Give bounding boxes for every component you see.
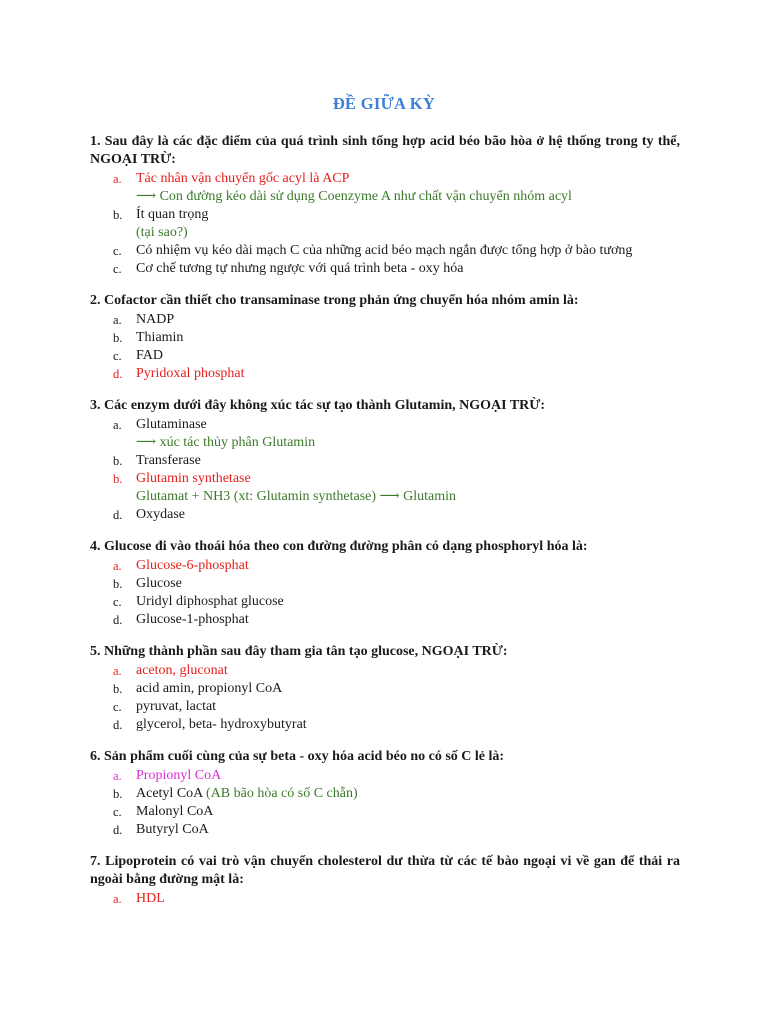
question-list [90,133,680,922]
option-text: Acetyl CoA [136,786,203,801]
option-text: FAD [136,348,163,363]
option-item [90,416,680,452]
question-block [90,853,680,908]
option-text: Thiamin [136,330,184,345]
option-letter: a. [113,664,122,678]
option-item [90,785,680,803]
option-letter: a. [113,892,122,906]
option-list [90,557,680,629]
option-note: ⟶ xúc tác thủy phân Glutamin [136,435,316,450]
option-item [90,506,680,524]
option-letter: d. [113,367,123,381]
option-item [90,170,680,206]
option-letter: c. [113,595,122,609]
option-letter: c. [113,244,122,258]
option-letter: d. [113,823,123,837]
option-text: Oxydase [136,507,185,522]
question-text: 5. Những thành phần sau đây tham gia tân tạo glucose, NGOẠI TRỪ: [90,644,508,659]
question-block [90,538,680,629]
option-item [90,803,680,821]
option-item [90,698,680,716]
option-text: Pyridoxal phosphat [136,366,245,381]
page-title: ĐỀ GIỮA KỲ [332,94,436,113]
option-item [90,365,680,383]
option-list [90,767,680,839]
option-letter: c. [113,805,122,819]
question-text: 4. Glucose đi vào thoái hóa theo con đường đường phân có dạng phosphoryl hóa là: [90,539,588,554]
option-item [90,470,680,506]
option-text: Propionyl CoA [136,768,222,783]
option-text: Glucose-6-phosphat [136,558,249,573]
option-item [90,575,680,593]
option-item [90,242,680,260]
option-list [90,311,680,383]
option-item [90,557,680,575]
option-letter: c. [113,349,122,363]
option-item [90,311,680,329]
option-note: (tại sao?) [136,225,188,240]
option-item [90,821,680,839]
option-letter: b. [113,208,123,222]
question-block [90,133,680,278]
option-item [90,347,680,365]
option-text: Glutamin synthetase [136,471,251,486]
option-item [90,767,680,785]
option-text: HDL [136,891,165,906]
question-block [90,643,680,734]
option-letter: b. [113,472,123,486]
option-text: aceton, gluconat [136,663,228,678]
option-inline-note: (AB bão hòa có số C chẵn) [202,786,358,801]
question-block [90,748,680,839]
question-text: 1. Sau đây là các đặc điểm của quá trình sinh tổng hợp acid béo bão hòa ở hệ thống trong ty thể, NGOẠI TRỪ: [90,134,680,167]
option-note: ⟶ Con đường kéo dài sử dụng Coenzyme A như chất vận chuyển nhóm acyl [136,189,572,204]
option-text: acid amin, propionyl CoA [136,681,283,696]
option-letter: b. [113,787,123,801]
option-letter: b. [113,577,123,591]
option-text: Uridyl diphosphat glucose [136,594,284,609]
option-letter: a. [113,313,122,327]
question-block [90,292,680,383]
option-list [90,662,680,734]
option-letter: a. [113,172,122,186]
option-text: Tác nhân vận chuyển gốc acyl là ACP [136,171,350,186]
option-item [90,260,680,278]
option-text: Glucose [136,576,182,591]
question-text: 7. Lipoprotein có vai trò vận chuyển cholesterol dư thừa từ các tế bào ngoại vi về gan để thải ra ngoài bằng đường mật là: [90,854,680,887]
option-letter: c. [113,700,122,714]
option-letter: b. [113,454,123,468]
option-text: glycerol, beta- hydroxybutyrat [136,717,307,732]
option-item [90,662,680,680]
option-item [90,890,680,908]
option-letter: b. [113,331,123,345]
option-item [90,452,680,470]
option-item [90,593,680,611]
question-block [90,397,680,524]
question-text: 3. Các enzym dưới đây không xúc tác sự tạo thành Glutamin, NGOẠI TRỪ: [90,398,546,413]
option-letter: d. [113,508,123,522]
question-text: 6. Sản phẩm cuối cùng của sự beta - oxy hóa acid béo no có số C lẻ là: [90,749,505,764]
option-item [90,611,680,629]
option-letter: a. [113,418,122,432]
option-letter: c. [113,262,122,276]
option-list [90,416,680,524]
option-text: NADP [136,312,175,327]
option-text: Có nhiệm vụ kéo dài mạch C của những acid béo mạch ngắn được tổng hợp ở bào tương [136,243,633,258]
option-text: Transferase [136,453,201,468]
option-note: Glutamat + NH3 (xt: Glutamin synthetase) ⟶ Glutamin [136,489,456,504]
option-text: pyruvat, lactat [136,699,217,714]
option-letter: a. [113,559,122,573]
question-text: 2. Cofactor cần thiết cho transaminase trong phản ứng chuyển hóa nhóm amin là: [90,293,579,308]
option-letter: a. [113,769,122,783]
option-text: Cơ chế tương tự nhưng ngược với quá trình beta - oxy hóa [136,261,464,276]
option-letter: d. [113,718,123,732]
option-item [90,716,680,734]
option-text: Malonyl CoA [136,804,214,819]
option-list [90,890,680,908]
option-list [90,170,680,278]
option-item [90,680,680,698]
option-item [90,329,680,347]
option-item [90,206,680,242]
option-text: Glutaminase [136,417,207,432]
option-letter: d. [113,613,123,627]
option-text: Butyryl CoA [136,822,209,837]
option-text: Ít quan trọng [136,207,209,222]
option-letter: b. [113,682,123,696]
option-text: Glucose-1-phosphat [136,612,249,627]
